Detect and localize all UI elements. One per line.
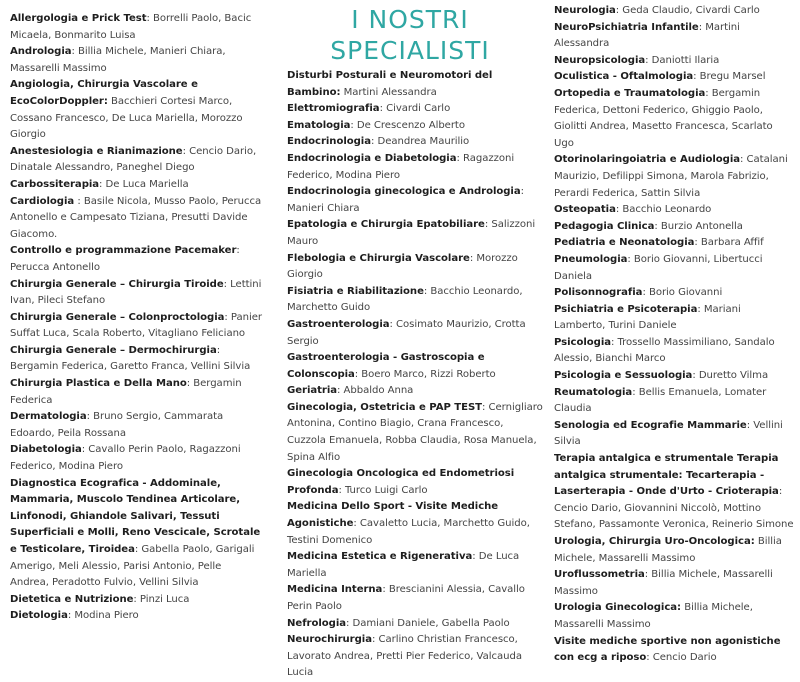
specialty-name: Polisonnografia [554,287,643,299]
specialty-entry [287,466,545,499]
specialist-names: : Burzio Antonella [654,220,743,232]
specialist-names: : Panier Suffat Luca, Scala Roberto, Vitagliano Feliciano [10,311,262,340]
specialty-entry [554,368,794,385]
specialty-name: Reumatologia [554,386,633,398]
specialty-name: Senologia ed Ecografie Mammarie [554,419,747,431]
specialist-names: : Geda Claudio, Civardi Carlo [615,5,760,16]
specialist-names: : Borrelli Paolo, Bacic Micaela, Bonmarito Luisa [10,13,252,41]
specialty-name: Fisiatria e Riabilitazione [287,285,424,297]
specialist-names: : Brescianini Alessia, Cavallo Perin Paolo [287,584,525,612]
specialty-name: Dermatologia [10,411,87,423]
specialists-column-2 [287,68,545,682]
specialist-names: : Borio Giovanni, Libertucci Daniela [554,253,763,282]
specialist-names: : Perucca Antonello [10,245,240,273]
specialist-names: : Modina Piero [67,610,139,622]
specialty-name: Ortopedia e Traumatologia [554,87,706,99]
specialty-entry [10,11,262,44]
specialty-entry [554,600,794,633]
specialty-name: Osteopatia [554,204,616,216]
specialist-names: Billia Michele, Massarelli Massimo [554,536,782,564]
specialty-entry [287,632,545,682]
specialty-entry [554,418,794,451]
specialty-name: Gastroenterologia [287,318,390,330]
specialty-name: Pneumologia [554,253,628,265]
specialist-names: : De Crescenzo Alberto [350,119,465,131]
specialist-names: : Cernigliaro Antonina, Contino Biagio, Crana Francesco, Cuzzola Emanuela, Robba Claudia, Rosa Manuela, Spina Alfio [287,401,543,463]
specialty-entry [554,86,794,152]
specialty-entry [554,285,794,302]
specialty-name: Andrologia [10,46,72,58]
specialist-names: : Cencio Dario [646,652,717,664]
specialist-names: : Civardi Carlo [379,103,451,115]
specialist-names: : Bruno Sergio, Cammarata Edoardo, Peila Rossana [10,411,224,439]
specialty-name: Nefrologia [287,617,346,629]
specialty-name: Otorinolaringoiatria e Audiologia [554,154,741,166]
specialty-entry [554,302,794,335]
specialty-entry [10,310,262,343]
specialty-name: Gastroenterologia - Gastroscopia e Colonscopia [287,352,485,380]
specialty-entry [10,144,262,177]
specialty-entry [554,385,794,418]
specialty-name: Chirurgia Generale – Colonproctologia [10,311,225,323]
specialty-name: Psichiatria e Psicoterapia [554,303,698,315]
specialist-names: : Bregu Marsel [693,71,766,83]
specialty-entry [554,219,794,236]
specialty-entry [287,317,545,350]
specialty-entry [287,217,545,250]
specialist-names: : Daniotti Ilaria [645,54,720,66]
page-title [300,4,520,66]
specialist-names: : Morozzo Giorgio [287,252,518,281]
specialty-entry [10,442,262,475]
specialty-entry [287,134,545,151]
specialty-entry [287,284,545,317]
specialty-entry [287,350,545,383]
specialty-name: Epatologia e Chirurgia Epatobiliare [287,219,485,231]
specialty-name: Oculistica - Oftalmologia [554,71,694,83]
specialist-names: : Cencio Dario, Dinatale Alessandro, Paneghel Diego [10,145,257,174]
specialty-entry [10,177,262,194]
specialty-name: Dietologia [10,610,68,622]
specialist-names: : Barbara Affif [694,237,764,249]
specialty-name: Uroflussometria [554,569,645,581]
specialist-names: : Mariani Lamberto, Turini Daniele [554,303,741,332]
specialty-name: Elettromiografia [287,103,380,115]
specialty-entry [554,534,794,567]
specialty-entry [287,68,545,101]
specialty-name: Chirurgia Generale – Dermochirurgia [10,344,217,356]
specialty-name: Anestesiologia e Rianimazione [10,145,183,157]
specialty-name: Neuropsicologia [554,54,646,66]
specialty-name: Angiologia, Chirurgia Vascolare e EcoColorDoppler: [10,79,198,107]
specialty-entry [554,252,794,285]
specialty-name: Psicologia e Sessuologia [554,370,693,382]
specialty-name: Geriatria [287,385,338,397]
specialty-entry [10,376,262,409]
specialty-entry [287,118,545,135]
specialty-name: Flebologia e Chirurgia Vascolare [287,252,470,264]
specialty-entry [287,582,545,615]
specialist-names: : Billia Michele, Massarelli Massimo [554,569,773,597]
specialists-column-3 [554,3,794,667]
specialist-names: Martini Alessandra [340,86,437,98]
specialty-name: Diabetologia [10,444,82,456]
specialty-entry [287,101,545,118]
specialty-name: Neurologia [554,5,616,16]
specialty-entry [10,343,262,376]
specialist-names: Billia Michele, Massarelli Massimo [554,602,753,630]
specialist-names: : Turco Luigi Carlo [338,484,428,496]
specialty-entry [10,476,262,592]
specialty-entry [554,20,794,53]
specialty-name: Controllo e programmazione Pacemaker [10,245,237,257]
specialist-names: : Basile Nicola, Musso Paolo, Perucca Antonello e Campesato Tiziana, Presutti Davide Giacomo. [10,195,262,240]
specialist-names: : Boero Marco, Rizzi Roberto [354,368,496,380]
specialty-name: Endocrinologia ginecologica e Andrologia [287,186,521,198]
specialty-entry [287,251,545,284]
specialty-name: Pedagogia Clinica [554,220,655,232]
specialty-entry [287,184,545,217]
specialty-entry [554,567,794,600]
specialty-name: Chirurgia Generale – Chirurgia Tiroide [10,278,224,290]
specialty-entry [554,69,794,86]
specialist-names: : Abbaldo Anna [337,385,414,397]
specialist-names: : Bacchio Leonardo, Marchetto Guido [287,285,523,314]
specialist-names: : Bergamin Federica, Garetto Franca, Vellini Silvia [10,344,251,373]
specialist-names: : Billia Michele, Manieri Chiara, Massarelli Massimo [10,46,226,74]
specialty-name: Carbossiterapia [10,178,100,190]
specialty-name: Urologia Ginecologica: [554,602,682,614]
specialty-entry [287,549,545,582]
specialty-entry [10,243,262,276]
specialty-entry [10,409,262,442]
specialty-entry [10,277,262,310]
specialty-name: Medicina Dello Sport - Visite Mediche Agonistiche [287,501,499,530]
specialty-entry [10,77,262,143]
specialist-names: : Catalani Maurizio, Defilippi Simona, Marola Fabrizio, Perardi Federica, Sattin Silvia [554,154,788,199]
specialty-entry [287,499,545,549]
specialty-entry [287,400,545,466]
specialist-names: : Pinzi Luca [133,593,190,605]
specialty-entry [554,235,794,252]
specialty-entry [554,3,794,20]
specialist-names: : Carlino Christian Francesco, Lavorato Andrea, Pretti Pier Federico, Valcauda Lucia [287,634,522,679]
specialty-name: Ginecologia, Ostetricia e PAP TEST [287,401,483,413]
specialty-name: Endocrinologia [287,136,371,148]
specialist-names: : Bergamin Federica, Dettoni Federico, Ghiggio Paolo, Giolitti Andrea, Masetto Francesca, Scarlato Ugo [554,87,773,149]
specialist-names: : Duretto Vilma [692,370,769,382]
specialty-entry [554,202,794,219]
specialty-entry [554,634,794,667]
specialist-names: : De Luca Mariella [99,178,189,190]
specialty-entry [10,44,262,77]
specialty-entry [554,451,794,534]
specialty-entry [10,194,262,244]
specialty-name: Cardiologia [10,195,75,207]
specialty-name: Ematologia [287,119,351,131]
specialist-names: : Salizzoni Mauro [287,219,536,247]
specialist-names: : De Luca Mariella [287,551,520,579]
specialty-name: Neurochirurgia [287,634,372,646]
specialist-names: Bacchieri Cortesi Marco, Cossano Francesco, De Luca Mariella, Morozzo Giorgio [10,95,243,141]
specialist-names: : Borio Giovanni [642,287,723,299]
specialty-entry [10,592,262,609]
specialist-names: : Cavallo Perin Paolo, Ragazzoni Federico, Modina Piero [10,444,241,473]
specialist-names: : Ragazzoni Federico, Modina Piero [287,152,515,181]
specialty-name: Dietetica e Nutrizione [10,593,134,605]
specialty-name: Ginecologia Oncologica ed Endometriosi Profonda [287,468,515,496]
specialty-name: Endocrinologia e Diabetologia [287,152,457,164]
specialist-names: : Trossello Massimiliano, Sandalo Alessio, Bianchi Marco [554,336,775,365]
specialty-entry [554,53,794,70]
specialty-entry [554,152,794,202]
specialist-names: : Martini Alessandra [554,21,740,50]
page-title-line1: I NOSTRI [351,5,469,34]
specialty-name: Medicina Interna [287,584,383,596]
specialist-names: : Cavaletto Lucia, Marchetto Guido, Testini Domenico [287,518,530,546]
specialists-column-1 [10,11,262,625]
specialist-names: : Bacchio Leonardo [615,204,712,216]
specialty-name: Psicologia [554,336,611,348]
specialist-names: : Bergamin Federica [10,378,242,406]
specialist-names: : Deandrea Maurilio [370,136,470,148]
specialist-names: : Lettini Ivan, Pileci Stefano [10,278,262,307]
page-title-line2: SPECIALISTI [330,36,490,65]
specialty-name: Diagnostica Ecografica - Addominale, Mammaria, Muscolo Tendinea Articolare, Linfonodi, Ghiandole Salivari, Tessuti Superficiali e Molli, Reno Vescicale, Scrotale e Testicolare, Tiroidea [10,477,261,555]
specialist-names: : Vellini Silvia [554,419,783,448]
specialist-names: : Cosimato Maurizio, Crotta Sergio [287,318,526,347]
specialty-name: NeuroPsichiatria Infantile [554,21,699,33]
specialty-name: Visite mediche sportive non agonistiche con ecg a riposo [554,635,781,664]
specialist-names: : Cencio Dario, Giovannini Niccolò, Mottino Stefano, Passamonte Veronica, Reinerio Simone [554,486,794,531]
specialty-entry [287,383,545,400]
specialist-names: : Gabella Paolo, Garigali Amerigo, Meli Alessio, Parisi Antonio, Pelle Andrea, Peradotto Fulvio, Vellini Silvia [10,544,255,589]
specialty-name: Urologia, Chirurgia Uro-Oncologica: [554,536,755,547]
specialist-names: : Damiani Daniele, Gabella Paolo [346,617,510,629]
specialty-entry [554,335,794,368]
specialty-name: Pediatria e Neonatologia [554,237,695,249]
specialty-entry [10,608,262,625]
specialist-names: : Manieri Chiara [287,186,524,214]
specialty-entry [287,616,545,633]
specialty-entry [287,151,545,184]
specialty-name: Medicina Estetica e Rigenerativa [287,551,473,563]
specialist-names: : Bellis Emanuela, Lomater Claudia [554,386,767,415]
specialty-name: Disturbi Posturali e Neuromotori del Bambino: [287,70,493,98]
specialty-name: Chirurgia Plastica e Della Mano [10,378,187,390]
specialty-name: Terapia antalgica e strumentale Terapia antalgica strumentale: Tecarterapia - Laserterapia - Onde d'Urto - Crioterapia [554,453,779,498]
specialty-name: Allergologia e Prick Test [10,13,147,24]
